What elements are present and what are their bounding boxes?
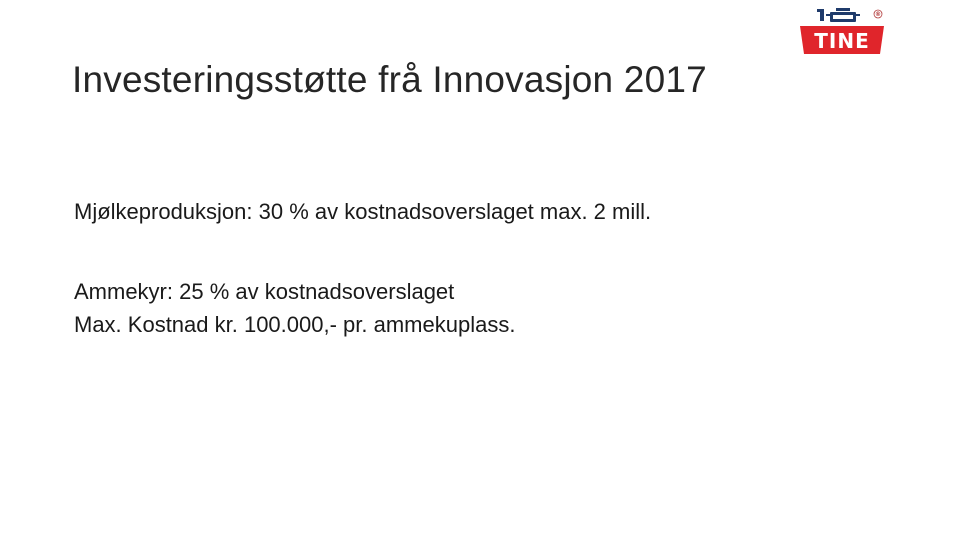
- milk-churn-icon: [817, 8, 860, 22]
- paragraph-milk-production: Mjølkeproduksjon: 30 % av kostnadsoverslaget max. 2 mill.: [74, 199, 652, 224]
- paragraph-max-cost: Max. Kostnad kr. 100.000,- pr. ammekuplass.: [74, 312, 516, 337]
- tine-logo: [796, 4, 888, 56]
- registered-mark: ®: [875, 11, 881, 18]
- paragraph-suckler-cows: Ammekyr: 25 % av kostnadsoverslaget: [74, 279, 455, 304]
- slide-title: Investeringsstøtte frå Innovasjon 2017: [72, 59, 707, 100]
- logo-text: TINE: [814, 29, 870, 53]
